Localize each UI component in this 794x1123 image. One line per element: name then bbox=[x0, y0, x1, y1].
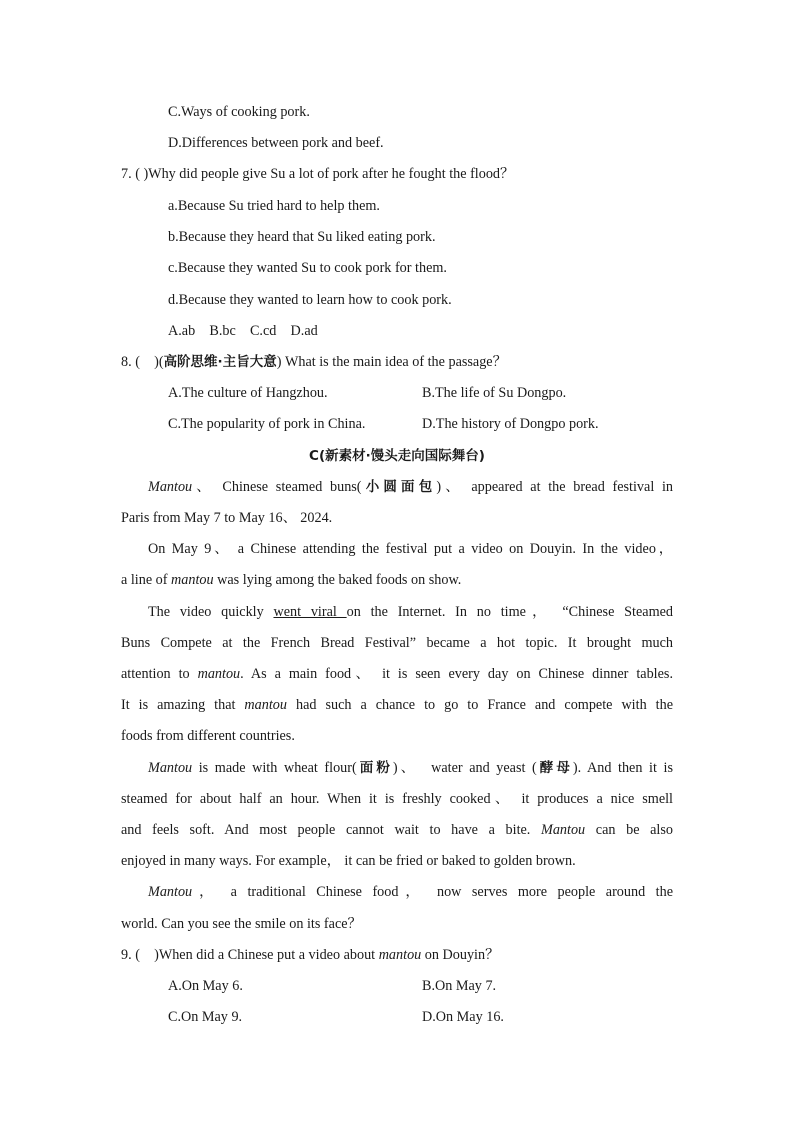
word-mantou: Mantou bbox=[541, 822, 586, 838]
word-mantou: Mantou bbox=[148, 884, 193, 900]
q9-option-c: C.On May 9. bbox=[168, 1009, 243, 1025]
p2-text-b: was lying among the baked foods on show. bbox=[213, 572, 462, 588]
q9-stem bbox=[121, 945, 499, 965]
q9-stem-a: 9. ( )When did a Chinese put a video about bbox=[121, 947, 379, 963]
q8-option-b: B.The life of Su Dongpo. bbox=[422, 385, 567, 401]
word-mantou: mantou bbox=[171, 572, 214, 588]
q8-tag: 高阶思维·主旨大意 bbox=[163, 354, 277, 370]
word-mantou: Mantou bbox=[148, 479, 193, 495]
p4-text-c: ). And then it is bbox=[572, 760, 673, 776]
q8-stem-post: ) What is the main idea of the passage？ bbox=[276, 354, 507, 370]
q9-option-b: B.On May 7. bbox=[422, 978, 497, 994]
q9-option-d: D.On May 16. bbox=[422, 1009, 504, 1025]
p1-text-a: 、 Chinese steamed buns( bbox=[192, 479, 362, 495]
q9-stem-b: on Douyin？ bbox=[421, 947, 500, 963]
word-mantou: mantou bbox=[378, 947, 422, 963]
q7-statement-a: a.Because Su tried hard to help them. bbox=[168, 198, 380, 214]
q8-stem-pre: 8. ( )( bbox=[121, 354, 164, 370]
p3-line-1 bbox=[148, 602, 673, 622]
q9-option-a: A.On May 6. bbox=[168, 978, 243, 994]
p5-text-a: ， a traditional Chinese food， now serves more people around the bbox=[192, 884, 673, 900]
p5-line-1 bbox=[148, 882, 673, 902]
section-c-heading: C(新素材·馒头走向国际舞台) bbox=[309, 448, 485, 464]
p3-text-c: attention to bbox=[121, 666, 198, 682]
word-mantou: mantou bbox=[197, 666, 241, 682]
p3-text-d: . As a main food、 it is seen every day on Chinese dinner tables. bbox=[240, 666, 673, 682]
q7-statement-b: b.Because they heard that Su liked eating pork. bbox=[168, 229, 436, 245]
p4-cn-flour: 面粉 bbox=[356, 760, 393, 776]
p1-line-1 bbox=[148, 477, 673, 497]
q8-option-a: A.The culture of Hangzhou. bbox=[168, 385, 328, 401]
p5-line-2: world. Can you see the smile on its face？ bbox=[121, 916, 362, 932]
went-viral-underlined: went viral bbox=[273, 604, 347, 620]
p2-line-2 bbox=[121, 570, 461, 590]
p3-line-3 bbox=[121, 664, 673, 684]
p4-line-3 bbox=[121, 820, 673, 840]
p3-text-f: had such a chance to go to France and compete with the bbox=[286, 697, 673, 713]
p3-text-b: on the Internet. In no time， “Chinese Steamed bbox=[346, 604, 674, 620]
q6-option-d: D.Differences between pork and beef. bbox=[168, 135, 384, 151]
q7-statement-d: d.Because they wanted to learn how to cook pork. bbox=[168, 292, 452, 308]
p4-text-a: is made with wheat flour( bbox=[192, 760, 357, 776]
q7-stem: 7. ( )Why did people give Su a lot of pork after he fought the flood？ bbox=[121, 166, 515, 182]
word-mantou: mantou bbox=[244, 697, 287, 713]
p4-cn-yeast: 酵母 bbox=[536, 760, 573, 776]
q8-option-d: D.The history of Dongpo pork. bbox=[422, 416, 599, 432]
q7-statement-c: c.Because they wanted Su to cook pork for them. bbox=[168, 260, 447, 276]
p4-line-2: steamed for about half an hour. When it is freshly cooked、 it produces a nice smell bbox=[121, 791, 673, 807]
q8-stem bbox=[121, 352, 507, 372]
word-mantou: Mantou bbox=[148, 760, 193, 776]
p1-text-b: )、 appeared at the bread festival in bbox=[436, 479, 674, 495]
p4-text-d: and feels soft. And most people cannot wait to have a bite. bbox=[121, 822, 541, 838]
p4-line-4: enjoyed in many ways. For example， it can be fried or baked to golden brown. bbox=[121, 853, 576, 869]
p3-text-a: The video quickly bbox=[148, 604, 274, 620]
p3-line-5: foods from different countries. bbox=[121, 728, 295, 744]
p4-line-1 bbox=[148, 758, 673, 778]
p3-line-4 bbox=[121, 695, 673, 715]
p1-line-2: Paris from May 7 to May 16、 2024. bbox=[121, 510, 333, 526]
p4-text-e: can be also bbox=[585, 822, 673, 838]
p3-text-e: It is amazing that bbox=[121, 697, 245, 713]
p1-cn: 小圆面包 bbox=[361, 479, 437, 495]
p2-text-a: a line of bbox=[121, 572, 172, 588]
p2-line-1: On May 9、 a Chinese attending the festival put a video on Douyin. In the video， bbox=[148, 541, 673, 557]
q7-choices: A.ab B.bc C.cd D.ad bbox=[168, 323, 318, 339]
p3-line-2: Buns Compete at the French Bread Festival” became a hot topic. It brought much bbox=[121, 635, 673, 651]
q6-option-c: C.Ways of cooking pork. bbox=[168, 104, 310, 120]
q8-option-c: C.The popularity of pork in China. bbox=[168, 416, 366, 432]
p4-text-b: )、 water and yeast ( bbox=[392, 760, 537, 776]
